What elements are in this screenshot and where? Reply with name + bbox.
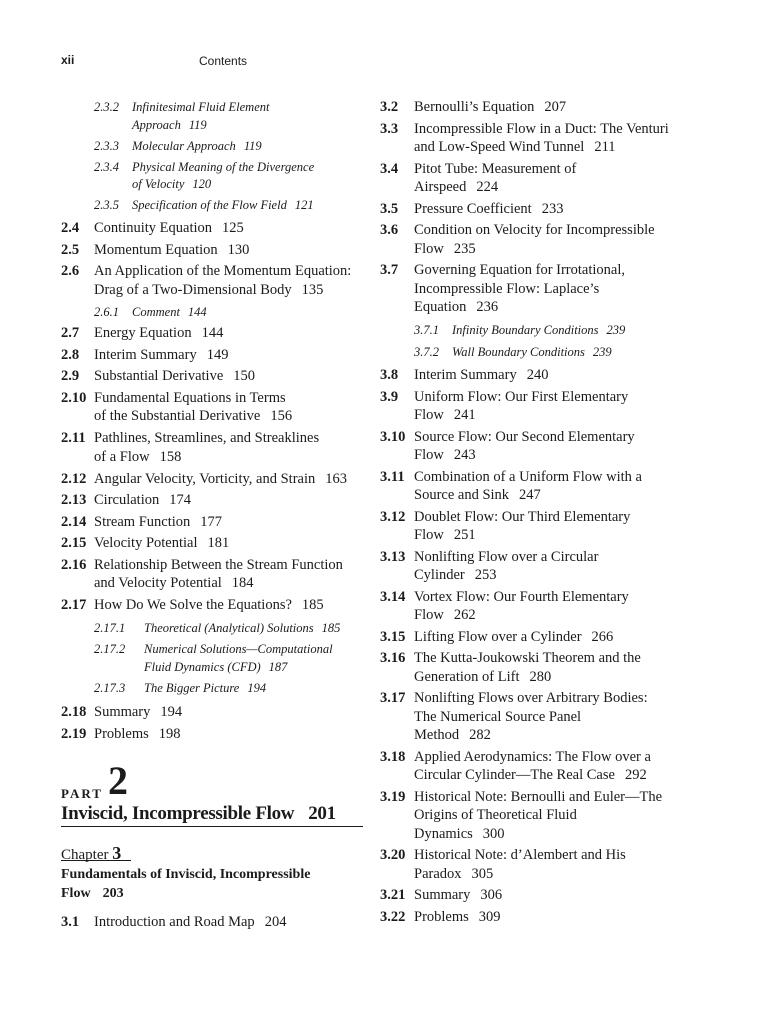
subsection-title-line: Physical Meaning of the Divergence [132,159,315,174]
section-title-line: The Numerical Source Panel [414,708,582,725]
section-title-line: Continuity Equation [94,220,213,236]
section-number: 3.12 [380,508,406,525]
section-page: 125 [222,220,244,236]
section-number: 3.15 [380,628,406,645]
section-title-line: Pressure Coefficient [414,200,532,217]
section-page: 184 [231,575,254,591]
section-page: 198 [158,725,181,742]
section-number: 3.13 [380,548,406,565]
chapter-title-page: 203 [102,885,124,901]
section-title-line: of the Substantial Derivative [94,408,261,424]
section-title-line: Doublet Flow: Our Third Elementary [414,508,631,525]
section-page: 251 [453,527,476,543]
section-page: 150 [233,368,256,384]
section-page: 156 [270,408,293,424]
section-title-line: Problems [414,908,469,925]
section-page: 130 [227,241,250,258]
subsection-title-line: Comment [132,305,180,319]
section-number: 3.17 [380,690,406,706]
subsection-number: 2.3.5 [94,198,119,212]
section-title-line: Method [414,727,460,743]
subsection-title-line: Specification of the Flow Field [132,198,287,212]
section-page: 243 [453,447,476,463]
subsection-number: 3.7.2 [414,344,439,359]
section-number: 2.14 [61,513,87,530]
subsection-page: 144 [187,305,207,319]
section-page: 163 [325,470,347,487]
section-title-line: and Low-Speed Wind Tunnel [414,139,585,155]
section-title-line: Governing Equation for Irrotational, [414,262,625,278]
section-page: 266 [591,628,614,645]
section-title-line: Condition on Velocity for Incompressible [414,222,655,238]
section-number: 3.10 [380,428,406,445]
subsection-page: 187 [268,659,288,674]
section-title-line: Paradox [414,865,462,882]
section-number: 2.5 [61,241,80,258]
subsection-page: 120 [192,177,212,191]
subsection-page: 239 [592,344,612,359]
section-number: 3.11 [380,468,405,485]
section-title-line: Source and Sink [414,487,510,503]
section-number: 2.15 [61,535,87,551]
subsection-number: 2.3.2 [94,100,119,114]
section-page: 144 [201,325,224,341]
section-title-line: Uniform Flow: Our First Elementary [414,388,629,405]
section-page: 240 [526,367,549,383]
section-title-line: Airspeed [414,179,467,195]
subsection-title-line: Molecular Approach [132,138,236,153]
section-number: 3.14 [380,588,406,605]
section-page: 204 [264,914,287,930]
section-page: 280 [529,668,552,685]
section-page: 224 [476,179,499,195]
section-title-line: Flow [414,240,444,257]
section-title-line: Circular Cylinder—The Real Case [414,767,615,783]
subsection-title-line: Wall Boundary Conditions [452,344,585,359]
section-number: 2.16 [61,556,87,573]
section-page: 300 [482,825,505,842]
section-page: 236 [476,299,499,315]
section-page: 241 [453,407,476,423]
section-title-line: Historical Note: d’Alembert and His [414,847,626,863]
section-title-line: Nonlifting Flow over a Circular [414,548,599,565]
section-number: 3.5 [380,200,399,217]
subsection-title-line: Fluid Dynamics (CFD) [144,659,261,674]
running-title: Contents [199,54,248,68]
chapter-title [61,866,310,903]
subsection-title-line: Approach [132,117,181,132]
section-title-line: Stream Function [94,513,191,530]
section-title-line: Source Flow: Our Second Elementary [414,428,635,445]
section-number: 2.13 [61,492,87,508]
section-page: 207 [544,99,567,115]
subsection-page: 121 [294,198,314,212]
section-page: 235 [453,240,476,257]
section-title-line: Summary [414,887,471,903]
subsection-number: 2.17.1 [94,621,126,635]
section-number: 2.9 [61,368,80,384]
section-number: 2.19 [61,725,87,742]
subsection-number: 2.6.1 [94,305,119,319]
section-page: 194 [160,704,183,720]
subsection-number: 2.3.4 [94,159,119,174]
section-title-line: Nonlifting Flows over Arbitrary Bodies: [414,690,648,706]
subsection-page: 119 [188,117,207,132]
section-page: 253 [474,567,497,583]
section-number: 3.9 [380,388,399,405]
section-title-line: Substantial Derivative [94,368,224,384]
chapter-number: 3 [112,843,122,863]
section-page: 177 [200,513,223,530]
section-page: 247 [519,487,541,503]
section-number: 2.7 [61,325,80,341]
section-title-line: and Velocity Potential [94,575,222,591]
section-title-line: Vortex Flow: Our Fourth Elementary [414,588,629,605]
section-number: 3.2 [380,99,399,115]
subsection-number: 2.17.2 [94,642,126,656]
section-number: 2.12 [61,470,87,487]
section-title-line: Cylinder [414,567,465,583]
section-title-line: Summary [94,704,151,720]
subsection-number: 2.3.3 [94,138,119,153]
section-page: 211 [594,139,616,155]
part-rule [61,826,363,827]
section-number: 2.11 [61,430,86,446]
chapter-title-line: Flow [61,885,91,901]
section-number: 3.19 [380,788,406,805]
section-title-line: Applied Aerodynamics: The Flow over a [414,748,651,765]
subsection-title-line: Infinity Boundary Conditions [452,323,599,337]
section-title-line: Introduction and Road Map [94,914,255,930]
section-number: 3.8 [380,367,399,383]
section-title-line: Interim Summary [414,367,517,383]
subsection-title-line: Infinitesimal Fluid Element [132,100,270,114]
subsection-title-line: Numerical Solutions—Computational [144,642,333,656]
part-title-text: Inviscid, Incompressible Flow [61,803,295,824]
section-title-line: Flow [414,527,444,543]
part-number: 2 [108,758,128,803]
section-page: 292 [624,767,647,783]
section-number: 3.4 [380,160,399,177]
chapter-title-line: Fundamentals of Inviscid, Incompressible [61,867,311,882]
section-title-line: Lifting Flow over a Cylinder [414,628,582,645]
section-number: 3.22 [380,908,406,925]
section-number: 3.20 [380,847,406,863]
section-title-line: Flow [414,447,444,463]
subsection-number: 3.7.1 [414,323,439,337]
section-number: 3.6 [380,222,399,238]
section-title-line: Bernoulli’s Equation [414,99,535,115]
subsection-page: 239 [606,323,626,337]
section-title-line: Flow [414,607,444,623]
section-number: 2.10 [61,389,87,406]
section-title-line: Incompressible Flow: Laplace’s [414,280,600,297]
section-title-line: Pitot Tube: Measurement of [414,160,577,177]
section-number: 2.18 [61,704,87,720]
subsection-page: 185 [321,621,341,635]
section-title-line: Generation of Lift [414,668,520,685]
part-label: PART [61,786,103,801]
section-title-line: Interim Summary [94,346,197,363]
section-title-line: Circulation [94,492,160,508]
section-title-line: The Kutta-Joukowski Theorem and the [414,650,641,666]
section-page: 181 [207,535,230,551]
section-title-line: Dynamics [414,825,473,842]
part-page: 201 [308,803,336,824]
section-page: 174 [169,492,191,508]
subsection-page: 194 [247,680,267,695]
subsection-title-line: The Bigger Picture [144,680,240,695]
section-title-line: Angular Velocity, Vorticity, and Strain [94,470,316,487]
section-title-line: How Do We Solve the Equations? [94,597,292,613]
section-title-line: Flow [414,407,444,423]
section-title-line: Fundamental Equations in Terms [94,389,286,406]
part-title [61,803,336,825]
section-title-line: An Application of the Momentum Equation: [94,263,352,279]
section-number: 3.16 [380,650,406,666]
section-page: 309 [478,908,501,925]
section-title-line: Incompressible Flow in a Duct: The Venturi [414,120,669,137]
section-number: 3.3 [380,120,399,137]
section-number: 2.4 [61,220,80,236]
section-page: 282 [469,727,491,743]
section-number: 2.17 [61,597,87,613]
section-title-line: Drag of a Two-Dimensional Body [94,281,292,298]
section-title-line: Combination of a Uniform Flow with a [414,468,642,485]
section-title-line: Relationship Between the Stream Function [94,556,343,573]
section-number: 3.18 [380,748,406,765]
section-title-line: Equation [414,299,467,315]
section-title-line: Momentum Equation [94,241,218,258]
section-page: 306 [480,887,503,903]
section-title-line: Origins of Theoretical Fluid [414,807,577,823]
section-title-line: Energy Equation [94,325,192,341]
section-number: 2.8 [61,346,80,363]
section-title-line: of a Flow [94,448,150,465]
section-title-line: Historical Note: Bernoulli and Euler—The [414,788,663,805]
section-page: 158 [159,448,182,465]
section-number: 2.6 [61,263,80,279]
section-page: 149 [206,346,229,363]
chapter-rule [61,860,131,861]
section-number: 3.1 [61,914,80,930]
subsection-title-line: Theoretical (Analytical) Solutions [144,621,314,635]
subsection-number: 2.17.3 [94,680,126,695]
section-page: 135 [301,281,324,298]
section-page: 233 [541,200,564,217]
section-number: 3.21 [380,887,406,903]
subsection-title-line: of Velocity [132,177,185,191]
section-page: 262 [453,607,476,623]
section-number: 3.7 [380,262,399,278]
section-page: 305 [471,865,494,882]
section-title-line: Pathlines, Streamlines, and Streaklines [94,430,320,446]
section-title-line: Velocity Potential [94,535,198,551]
subsection-page: 119 [243,138,262,153]
section-page: 185 [301,597,324,613]
chapter-label: Chapter [61,847,109,863]
page-number: xii [61,53,75,67]
section-title-line: Problems [94,725,149,742]
